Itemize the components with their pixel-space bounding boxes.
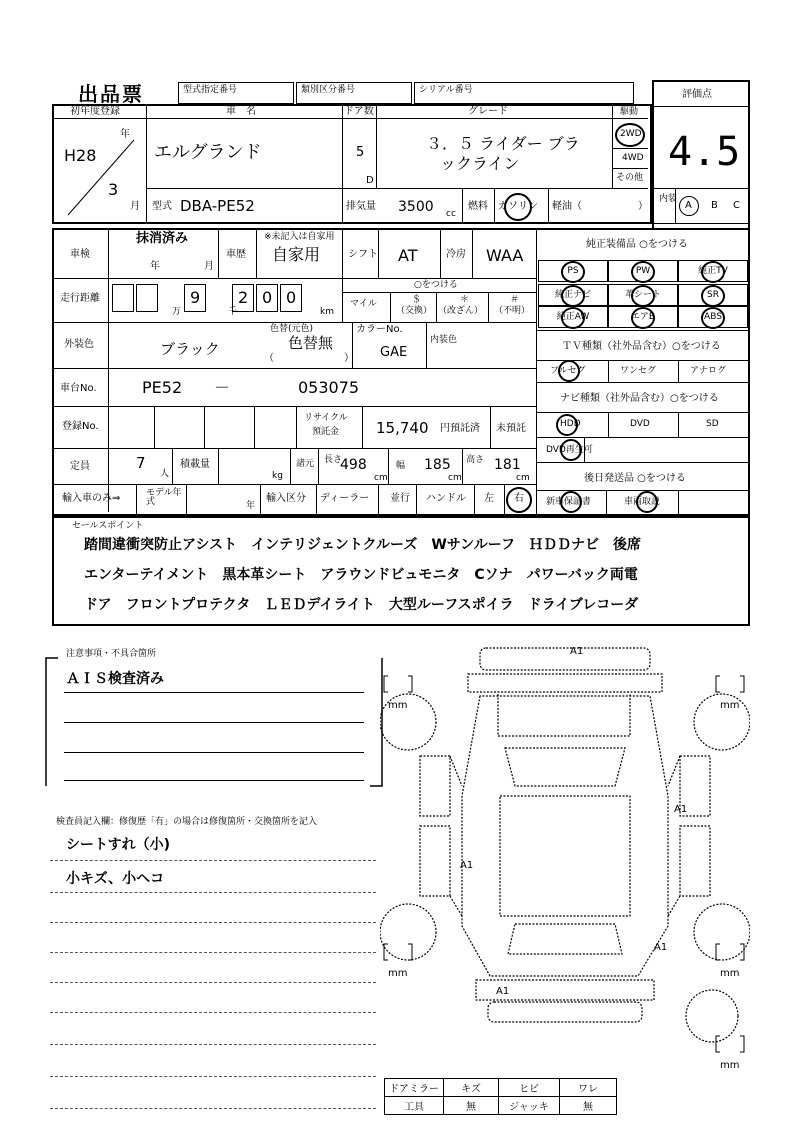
rear-window [508,924,622,954]
damage-mark-front-bumper: A1 [570,646,584,657]
left-front-door [420,756,450,816]
color-no-value: GAE [380,345,408,360]
displacement-value: 3500 [398,199,434,215]
capacity-value: 7 [136,454,146,472]
score-box: 評価点 4.5 [652,80,750,230]
damage-mark-left-side: A1 [460,860,474,871]
car-damage-diagram [380,636,750,1076]
equipment-item: エアB [608,306,678,328]
docs-option: 新車保証書 [546,497,592,507]
shift-value: AT [398,246,418,265]
mileage-digit-cell: 9 [184,284,206,312]
exterior-color: ブラック [160,340,220,358]
inspector-line-2: 小キズ、小ヘコ [66,871,165,887]
sales-line-3: ドア フロントプロテクタ ＬＥＤデイライト 大型ルーフスポイラ ドライブレコーダ [84,597,639,613]
length-value: 498 [340,457,367,473]
grade-line1: ３．５ ライダー ブラ [426,134,580,153]
history-value: 自家用 [272,245,321,264]
equipment-item: 純正ナビ [538,284,608,306]
navi-option: DVD [630,419,650,429]
chassis-number: 053075 [298,378,360,397]
wheel-rear-left [380,904,436,960]
navi-option: DVD再生可 [546,445,593,455]
interior-a-circle [679,196,699,216]
damage-mark-right-rear: A1 [654,942,668,953]
body-outline [462,696,668,976]
docs-selected-circle [560,491,582,513]
navi-selected-circle [560,439,582,461]
chassis-prefix: PE52 [142,378,183,397]
recycle-value: 15,740 [376,419,429,437]
navi-selected-circle [556,414,578,436]
sales-block: セールスポイント 踏間違衝突防止アシスト インテリジェントクルーズ Wサンルーフ ＨＤＤナビ 後席 エンターテイメント 黒本革シート アラウンドビュモニタ Cソナ パワーバック両電 ドア フロントプロテクタ ＬＥＤデイライト 大型ルーフスポイラ ドライブレコーダ [52,516,750,626]
equipment-selected-circle [701,307,725,329]
damage-mark-right-door: A1 [674,804,688,815]
wheel-rear-right [694,904,750,960]
reg-month: 3 [108,180,119,199]
mileage-digit-cell [136,284,158,312]
note-line-1: ＡＩＳ検査済み [66,671,164,687]
windshield [505,748,625,786]
mileage-digit-cell [112,284,134,312]
tv-fullseg-circle [558,360,580,382]
svg-text:mm: mm [720,968,740,979]
equipment-selected-circle [561,307,585,329]
reg-era: H28 [64,146,97,165]
svg-text:mm: mm [388,700,408,711]
mileage-digit-cell: 0 [280,284,302,312]
spare-wheel [686,990,738,1042]
width-value: 185 [424,457,451,473]
docs-selected-circle [636,491,658,513]
equipment-item: PW [608,260,678,282]
sales-line-2: エンターテイメント 黒本革シート アラウンドビュモニタ Cソナ パワーバック両電 [84,567,638,583]
equipment-selected-circle [701,261,725,283]
car-name: エルグランド [154,142,262,163]
front-bumper [480,648,650,670]
equipment-selected-circle [631,285,655,307]
interior-grade-box: 内装 A B C [652,188,750,224]
roof [500,796,630,916]
tv-option: アナログ [690,366,727,376]
svg-text:mm: mm [720,700,740,711]
form-title: 出品票 [78,82,144,106]
navi-option: HDD [560,419,581,429]
model-value: DBA-PE52 [180,197,255,215]
docs-option: 車両取説 [624,497,661,507]
ac-value: WAA [486,246,524,265]
svg-text:mm: mm [388,968,408,979]
tv-option: ワンセグ [620,366,657,376]
equipment-item: ABS [678,306,748,328]
svg-text:mm: mm [720,1060,740,1071]
fuel-gasoline-circle [504,193,532,221]
doors-value: 5 [356,145,365,160]
equipment-selected-circle [561,285,585,307]
equipment-selected-circle [561,261,585,283]
equipment-item: 純正AW [538,306,608,328]
rear-bumper [488,1002,642,1022]
height-value: 181 [494,457,521,473]
tv-option: フルセグ [550,366,586,376]
serial-number-box: シリアル番号 [414,82,634,104]
damage-mark-rear-bumper: A1 [496,986,510,997]
equipment-item: PS [538,260,608,282]
right-rear-door [680,826,710,896]
class-number-box: 類別区分番号 [296,82,412,104]
equipment-item: 純正TV [678,260,748,282]
drive-2wd-circle [615,123,645,147]
mileage-digit-cell: 0 [256,284,278,312]
equipment-item: SR [678,284,748,306]
handle-right-circle [506,487,532,513]
mileage-digit-cell: 2 [232,284,254,312]
sales-line-1: 踏間違衝突防止アシスト インテリジェントクルーズ Wサンルーフ ＨＤＤナビ 後席 [84,537,642,553]
grade-line2: ックライン [440,154,520,173]
score-value: 4.5 [668,129,741,175]
inspector-line-1: シートすれ（小) [66,837,170,853]
legend-table: ドアミラー キズ ヒビ ワレ 工具 無 ジャッキ 無 [384,1078,617,1115]
equipment-item: 革シート [608,284,678,306]
equipment-selected-circle [701,285,725,307]
navi-option: SD [706,419,719,429]
equipment-selected-circle [631,307,655,329]
left-rear-door [420,826,450,896]
type-number-box: 型式指定番号 [178,82,294,104]
equipment-selected-circle [631,261,655,283]
repaint-value: 色替無 [288,334,334,352]
shaken-value: 抹消済み [136,231,189,246]
